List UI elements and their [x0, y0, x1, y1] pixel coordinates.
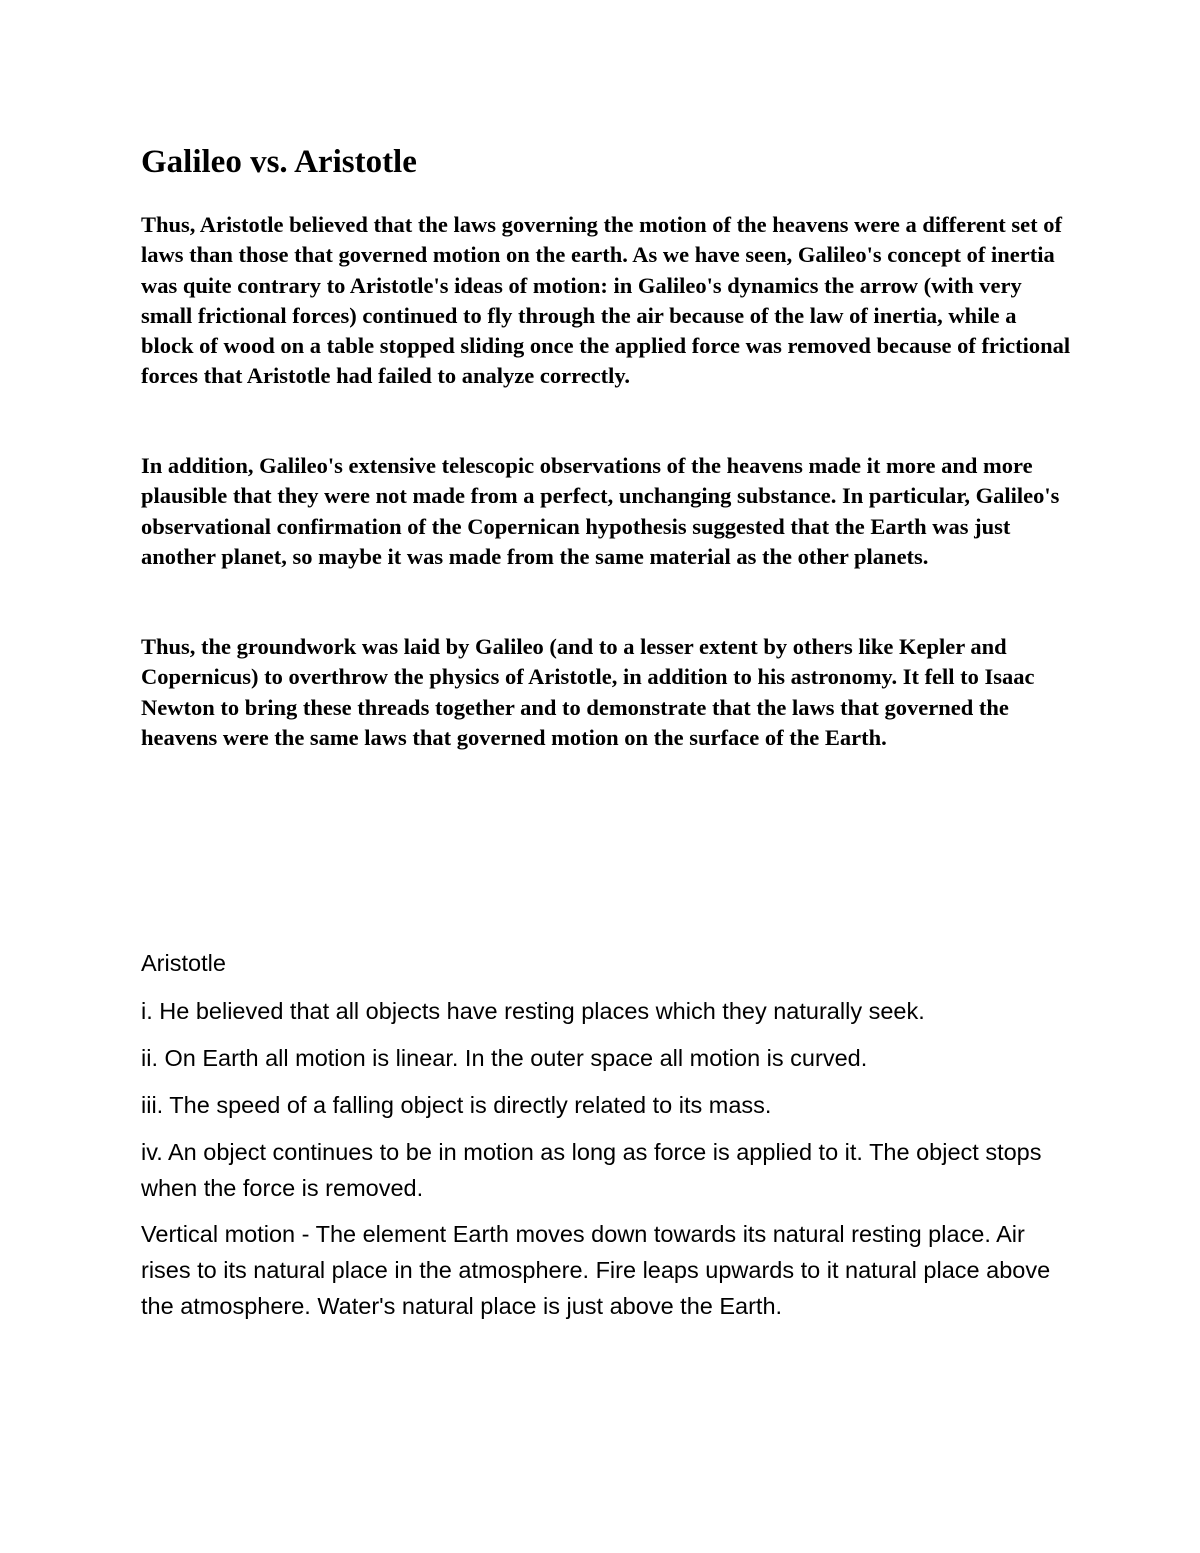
list-item: iv. An object continues to be in motion as long as force is applied to it. The object stops when the force is removed.: [141, 1139, 1042, 1201]
page-title: Galileo vs. Aristotle: [141, 144, 417, 180]
paragraph-newton-groundwork: Thus, the groundwork was laid by Galileo (and to a lesser extent by others like Kepler and Copernicus) to overthrow the physics of Aristotle, in addition to his astronomy. It fell to Isaac Newton to bring these threads together and to demonstrate that the laws that governed the heavens were the same laws that governed motion on the surface of the Earth.: [141, 634, 1035, 750]
paragraph-aristotle-laws: Thus, Aristotle believed that the laws governing the motion of the heavens were a different set of laws than those that governed motion on the earth. As we have seen, Galileo's concept of inertia was quite contrary to Aristotle's ideas of motion: in Galileo's dynamics the arrow (with very small frictional forces) continued to fly through the air because of the law of inertia, while a block of wood on a table stopped sliding once the applied force was removed because of frictional forces that Aristotle had failed to analyze correctly.: [141, 212, 1071, 389]
vertical-motion-paragraph: Vertical motion - The element Earth moves down towards its natural resting place. Air rises to its natural place in the atmosphere. Fire leaps upwards to it natural place above the atmosphere. Water's natural place is just above the Earth.: [141, 1221, 1051, 1319]
list-item: ii. On Earth all motion is linear. In the outer space all motion is curved.: [141, 1045, 868, 1071]
list-item: i. He believed that all objects have resting places which they naturally seek.: [141, 998, 925, 1024]
list-item: iii. The speed of a falling object is directly related to its mass.: [141, 1092, 772, 1118]
paragraph-telescopic-observations: In addition, Galileo's extensive telescopic observations of the heavens made it more and more plausible that they were not made from a perfect, unchanging substance. In particular, Galileo's observational confirmation of the Copernican hypothesis suggested that the Earth was just another planet, so maybe it was made from the same material as the other planets.: [141, 453, 1060, 569]
notes-heading: Aristotle: [141, 950, 226, 976]
